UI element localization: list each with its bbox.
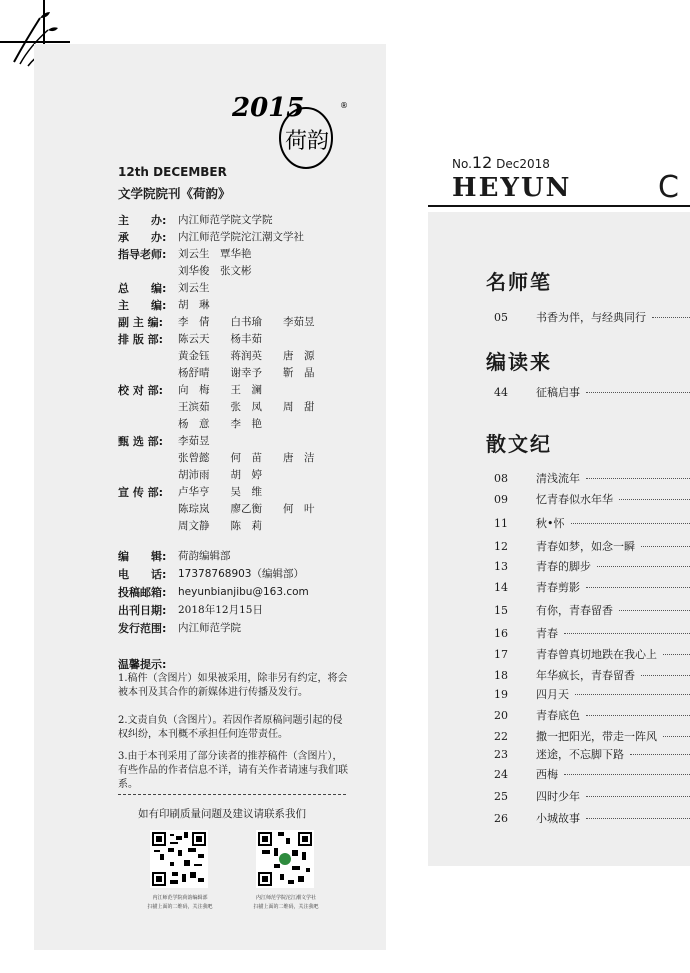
toc-leader	[663, 736, 690, 737]
toc-entry[interactable]	[480, 727, 690, 745]
toc-page: 25	[494, 789, 508, 803]
toc-title: 青春的脚步	[536, 560, 591, 573]
toc-title: 清浅流年	[536, 472, 580, 485]
notice-title: 温馨提示:	[118, 658, 167, 671]
qr-caption-editorial: 内江师范学院荷韵编辑部	[152, 895, 208, 901]
toc-leader	[586, 715, 690, 716]
toc-entry[interactable]	[480, 765, 690, 783]
toc-title: 迷途，不忘脚下路	[536, 748, 624, 761]
issue-month: Dec2018	[496, 157, 550, 171]
toc-title: 年华疯长，青春留香	[536, 669, 635, 682]
toc-page: 44	[494, 385, 508, 399]
toc-leader	[630, 754, 690, 755]
heyun-logo-mark	[232, 86, 352, 176]
editor-label: 主 编:	[118, 299, 167, 312]
toc-page: 13	[494, 559, 508, 573]
notice-item-1: 1.稿件（含图片）如果被采用，除非另有约定，将会被本刊及其合作的新媒体进行传播及发行。	[118, 673, 348, 698]
qr-subcaption-literary-club: 扫描上面的二维码，关注我吧	[253, 904, 319, 910]
toc-title: 征稿启事	[536, 386, 580, 399]
toc-leader	[586, 796, 690, 797]
toc-leader	[641, 675, 690, 676]
toc-entry[interactable]	[480, 308, 690, 326]
issue-prefix: No.	[452, 157, 472, 171]
email-label: 投稿邮箱:	[118, 586, 167, 599]
toc-leader	[619, 610, 690, 611]
phone-label: 电 话:	[118, 568, 167, 581]
toc-page: 15	[494, 603, 508, 617]
toc-entry[interactable]	[480, 514, 690, 532]
proof-dept-names-2: 王滨茹 张 凤 周 甜	[178, 401, 315, 413]
toc-leader	[641, 546, 690, 547]
toc-leader	[597, 566, 690, 567]
layout-dept-names-2: 黄金钰 蒋润英 唐 源	[178, 350, 315, 362]
proof-dept-names-1: 向 梅 王 澜	[178, 384, 262, 396]
phone-value: 17378768903（编辑部）	[178, 568, 304, 580]
toc-leader	[564, 633, 690, 634]
edit-dept-value: 荷韵编辑部	[178, 550, 231, 562]
toc-title: 西梅	[536, 768, 558, 781]
select-dept-names-3: 胡沛雨 胡 婷	[178, 469, 262, 481]
layout-dept-names-3: 杨舒晴 谢幸予 靳 晶	[178, 367, 315, 379]
toc-entry[interactable]	[480, 578, 690, 596]
logo-year: 2015	[232, 93, 305, 123]
toc-entry[interactable]	[480, 624, 690, 642]
toc-page: 23	[494, 747, 508, 761]
chief-editor-value: 刘云生	[178, 282, 210, 294]
toc-entry[interactable]	[480, 383, 690, 401]
logo-name: 荷韵	[285, 129, 330, 154]
toc-entry[interactable]	[480, 490, 690, 508]
issue-number-line	[452, 153, 550, 172]
toc-page: 20	[494, 708, 508, 722]
email-value: heyunbianjibu@163.com	[178, 586, 309, 598]
toc-leader	[586, 818, 690, 819]
toc-entry[interactable]	[480, 809, 690, 827]
qr-code-literary-club[interactable]	[256, 830, 314, 888]
toc-title: 青春剪影	[536, 581, 580, 594]
toc-entry[interactable]	[480, 666, 690, 684]
notice-item-3: 3.由于本刊采用了部分读者的推荐稿件（含图片），有些作品的作者信息不详，请有关作者请速与我们联系。	[118, 751, 348, 790]
toc-page: 22	[494, 729, 508, 743]
toc-page: 26	[494, 811, 508, 825]
layout-dept-label: 排 版 部:	[118, 333, 164, 346]
toc-leader	[663, 654, 690, 655]
proof-dept-names-3: 杨 意 李 艳	[178, 418, 262, 430]
section-heading-biandulai: 编读来	[486, 350, 552, 374]
toc-title: 秋•怀	[536, 517, 565, 530]
section-heading-sanwenji: 散文纪	[486, 432, 552, 456]
promo-dept-names-2: 陈琮岚 廖乙衡 何 叶	[178, 503, 315, 515]
toc-title: 书香为伴，与经典同行	[536, 311, 646, 324]
contact-line: 如有印刷质量问题及建议请联系我们	[138, 808, 306, 820]
promo-dept-names-3: 周文静 陈 莉	[178, 520, 262, 532]
journal-title: 文学院院刊《荷韵》	[118, 186, 231, 201]
toc-entry[interactable]	[480, 601, 690, 619]
promo-dept-names-1: 卢华亨 吴 维	[178, 486, 262, 498]
toc-leader	[586, 392, 690, 393]
deputy-editor-value: 李 倩 白书瑜 李茹昱	[178, 316, 315, 328]
pubdate-label: 出刊日期:	[118, 604, 167, 617]
distribution-label: 发行范围:	[118, 622, 167, 635]
advisor-names-1: 刘云生 覃华艳	[178, 248, 252, 260]
advisor-names-2: 刘华俊 张文彬	[178, 265, 252, 277]
brand-heading: HEYUN	[452, 173, 572, 203]
toc-entry[interactable]	[480, 745, 690, 763]
toc-title: 小城故事	[536, 812, 580, 825]
pubdate-value: 2018年12月15日	[178, 604, 263, 616]
toc-page: 12	[494, 539, 508, 553]
heyun-logo	[232, 86, 352, 176]
select-dept-label: 甄 选 部:	[118, 435, 164, 448]
qr-code-editorial[interactable]	[150, 830, 208, 888]
toc-page: 09	[494, 492, 508, 506]
toc-leader	[586, 587, 690, 588]
layout-dept-names-1: 陈云天 杨丰茹	[178, 333, 262, 345]
toc-entry[interactable]	[480, 557, 690, 575]
toc-title: 四月天	[536, 688, 569, 701]
toc-title: 忆青春似水年华	[536, 493, 613, 506]
toc-leader	[619, 499, 690, 500]
toc-title: 有你，青春留香	[536, 604, 613, 617]
toc-page: 11	[494, 516, 508, 530]
toc-title: 青春	[536, 627, 558, 640]
undertaker-value: 内江师范学院沱江潮文学社	[178, 231, 304, 243]
chief-editor-label: 总 编:	[118, 282, 167, 295]
qr-subcaption-editorial: 扫描上面的二维码，关注我吧	[147, 904, 213, 910]
notice-divider	[118, 794, 346, 795]
toc-entry[interactable]	[480, 537, 690, 555]
toc-leader	[564, 774, 690, 775]
select-dept-names-2: 张曾懿 何 苗 唐 洁	[178, 452, 315, 464]
registered-mark: ®	[340, 101, 348, 110]
distribution-value: 内江师范学院	[178, 622, 241, 634]
toc-page: 17	[494, 647, 508, 661]
toc-title: 撒一把阳光，带走一阵风	[536, 730, 657, 743]
promo-dept-label: 宣 传 部:	[118, 486, 164, 499]
toc-page: 14	[494, 580, 508, 594]
editor-value: 胡 琳	[178, 299, 210, 311]
toc-page: 05	[494, 310, 508, 324]
toc-page: 16	[494, 626, 508, 640]
toc-entry[interactable]	[480, 685, 690, 703]
edit-dept-label: 编 辑:	[118, 550, 167, 563]
toc-leader	[586, 478, 690, 479]
toc-page: 08	[494, 471, 508, 485]
brand-heading-tail: C	[658, 170, 679, 205]
toc-entry[interactable]	[480, 645, 690, 663]
qr-caption-literary-club: 内江师范学院沱江潮文学社	[255, 895, 316, 901]
toc-page: 19	[494, 687, 508, 701]
toc-page: 18	[494, 668, 508, 682]
toc-title: 四时少年	[536, 790, 580, 803]
toc-leader	[571, 523, 690, 524]
toc-entry[interactable]	[480, 787, 690, 805]
advisor-label: 指导老师:	[118, 248, 167, 261]
issue-date: 12th DECEMBER	[118, 165, 227, 179]
undertaker-label: 承 办:	[118, 231, 167, 244]
toc-leader	[652, 317, 690, 318]
toc-title: 青春底色	[536, 709, 580, 722]
toc-entry[interactable]	[480, 706, 690, 724]
deputy-editor-label: 副 主 编:	[118, 316, 164, 329]
notice-item-2: 2.文责自负（含图片）。若因作者原稿问题引起的侵权纠纷，本刊概不承担任何连带责任。	[118, 715, 343, 740]
issue-number: 12	[471, 153, 493, 172]
section-heading-mingshibi: 名师笔	[486, 270, 552, 294]
organizer-value: 内江师范学院文学院	[178, 214, 273, 226]
toc-page: 24	[494, 767, 508, 781]
select-dept-names-1: 李茹昱	[178, 435, 210, 447]
proof-dept-label: 校 对 部:	[118, 384, 164, 397]
organizer-label: 主 办:	[118, 214, 167, 227]
toc-leader	[575, 694, 690, 695]
toc-entry[interactable]	[480, 469, 690, 487]
toc-title: 青春曾真切地跌在我心上	[536, 648, 657, 661]
toc-title: 青春如梦，如念一瞬	[536, 540, 635, 553]
brand-rule	[428, 205, 690, 207]
